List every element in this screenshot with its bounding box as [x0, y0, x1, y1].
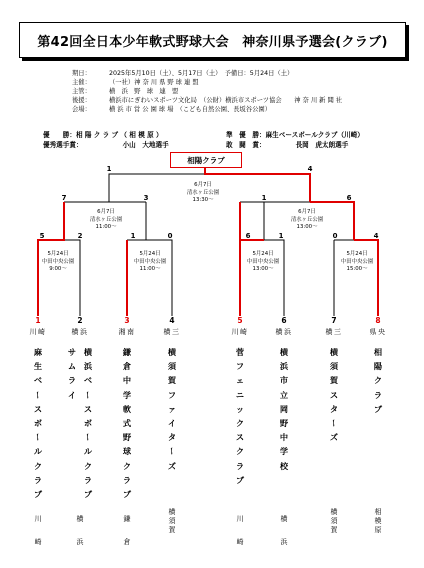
team-region: 横三 — [325, 328, 343, 336]
team-name: 麻 生 ベ ー ス ボ ー ル ク ラ ブ — [33, 347, 44, 500]
info-venue: 会場： 横 浜 市 営 公 園 球 場 （こども自然公園、長坂谷公園） — [72, 106, 271, 113]
team-origin: 鎌 倉 — [123, 515, 131, 546]
score-qf4-left: 0 — [332, 232, 338, 240]
team-name: 横 須 賀 フ ァ イ タ ー ズ — [167, 347, 178, 471]
team-number: 5 — [237, 316, 243, 325]
info-organizer: 主管： 横 浜 野 球 連 盟 — [72, 88, 179, 95]
team-number: 7 — [331, 316, 337, 325]
team-origin: 横 須 賀 — [168, 508, 176, 534]
game-info-qf2: 5月24日 中田中央公園 11:00～ — [133, 251, 167, 272]
team-name: 菅 フ ェ ニ ッ ク ス ク ラ ブ — [235, 347, 245, 485]
team-number: 6 — [281, 316, 287, 325]
game-info-qf4: 5月24日 中田中央公園 15:00～ — [340, 251, 374, 272]
score-final-left: 1 — [106, 165, 112, 173]
score-sfa-right: 3 — [143, 194, 149, 202]
team-origin: 横 須 賀 — [330, 508, 338, 534]
team-number: 1 — [35, 316, 41, 325]
award-mvp: 優秀選手賞： 小山 大地選手 — [43, 141, 169, 149]
info-host: 主催： （一社）神 奈 川 県 野 球 連 盟 — [72, 79, 199, 86]
score-qf1-left: 5 — [39, 232, 45, 240]
game-info-final: 6月7日 清水ヶ丘公園 13:30～ — [186, 182, 220, 203]
score-qf2-right: 0 — [167, 232, 173, 240]
info-sponsor: 後援： 横浜市にぎわいスポーツ文化局 （公財）横浜市スポーツ協会 神 奈 川 新 聞 社 — [72, 97, 343, 104]
score-qf2-left: 1 — [130, 232, 136, 240]
score-qf3-left: 6 — [245, 232, 251, 240]
team-name: サ ム ラ イ — [67, 347, 77, 400]
info-date: 期日： 2025年5月10日（土）、5月17日（土） 予備日：5月24日（土） — [72, 70, 294, 77]
team-origin: 相 模 原 — [374, 508, 382, 534]
team-origin: 横 浜 — [76, 515, 84, 546]
game-info-qf1: 5月24日 中田中央公園 9:00～ — [41, 251, 75, 272]
page-title: 第42回全日本少年軟式野球大会 神奈川県予選会(クラブ) — [19, 22, 406, 58]
score-qf1-right: 2 — [77, 232, 83, 240]
team-region: 県央 — [369, 328, 387, 336]
team-region: 川崎 — [231, 328, 249, 336]
team-region: 川崎 — [29, 328, 47, 336]
team-name: 相 陽 ク ラ ブ — [373, 347, 383, 414]
award-fighting: 敢 闘 賞： 長岡 虎太朗選手 — [226, 141, 349, 149]
team-number: 3 — [124, 316, 130, 325]
team-region: 横浜 — [71, 328, 89, 336]
team-region: 湘南 — [118, 328, 136, 336]
game-info-sfb: 6月7日 清水ヶ丘公園 13:00～ — [290, 209, 324, 230]
score-sfb-right: 6 — [346, 194, 352, 202]
team-number: 4 — [169, 316, 175, 325]
score-qf3-right: 1 — [278, 232, 284, 240]
team-origin: 川 崎 — [236, 515, 244, 546]
score-sfb-left: 1 — [261, 194, 267, 202]
team-name: 横 須 賀 ス タ ー ズ — [329, 347, 340, 443]
champion-box: 相陽クラブ — [170, 152, 242, 168]
award-champion: 優 勝：相 陽 ク ラ ブ （ 相 模 原 ） — [43, 131, 163, 139]
award-runnerup: 準 優 勝：麻生ベースボールクラブ（川崎） — [226, 131, 364, 139]
score-sfa-left: 7 — [61, 194, 67, 202]
team-region: 横三 — [163, 328, 181, 336]
team-region: 横浜 — [275, 328, 293, 336]
game-info-qf3: 5月24日 中田中央公園 13:00～ — [246, 251, 280, 272]
team-number: 2 — [77, 316, 83, 325]
team-name: 横 浜 市 立 岡 野 中 学 校 — [279, 347, 289, 471]
team-origin: 横 浜 — [280, 515, 288, 546]
score-final-right: 4 — [307, 165, 313, 173]
team-name: 鎌 倉 中 学 軟 式 野 球 ク ラ ブ — [122, 347, 132, 500]
score-qf4-right: 4 — [373, 232, 379, 240]
team-name-alt: 横 浜 ベ ー ス ボ ー ル ク ラ ブ — [83, 347, 94, 500]
team-origin: 川 崎 — [34, 515, 42, 546]
team-number: 8 — [375, 316, 381, 325]
game-info-sfa: 6月7日 清水ヶ丘公園 11:00～ — [89, 209, 123, 230]
